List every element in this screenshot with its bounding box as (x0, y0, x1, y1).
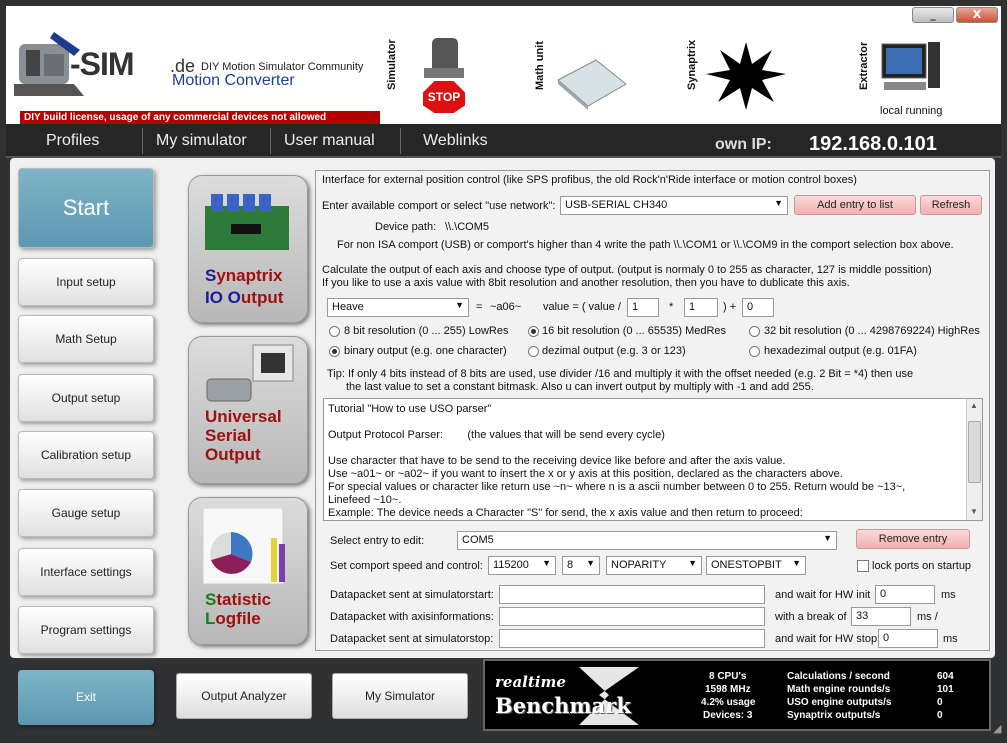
offset-input[interactable]: 0 (742, 298, 774, 317)
resize-grip-icon[interactable]: ◢ (993, 723, 1002, 735)
wait-stop-label: and wait for HW stop (775, 633, 878, 645)
ms-unit-3: ms (943, 633, 958, 645)
bench-mhz: 1598 MHz (705, 684, 751, 695)
nav-separator (400, 128, 401, 154)
dp-stop-input[interactable] (499, 629, 765, 648)
synaptrix-star-icon (706, 42, 786, 110)
lock-ports-label: lock ports on startup (872, 560, 972, 572)
bench-syn-label: Synaptrix outputs/s (787, 710, 881, 721)
benchmark-panel (483, 659, 991, 731)
add-entry-button[interactable]: Add entry to list (794, 195, 916, 215)
own-ip-value: 192.168.0.101 (809, 133, 937, 155)
simulator-stop-icon (414, 34, 474, 114)
bench-math-label: Math engine rounds/s (787, 684, 891, 695)
break-label: with a break of (775, 611, 847, 623)
divider-input[interactable]: 1 (627, 298, 659, 317)
axis-dropdown[interactable]: Heave ▼ (327, 298, 469, 317)
chevron-down-icon: ▼ (586, 558, 595, 568)
dp-start-label: Datapacket sent at simulatorstart: (330, 589, 494, 601)
baud-dropdown[interactable]: 115200 ▼ (488, 556, 556, 575)
tutorial-scrollbar[interactable] (966, 399, 982, 520)
non-isa-note: For non ISA comport (USB) or comport's higher than 4 write the path \\.\COM1 or \\.\COM9 in the comport selection box above. (337, 239, 954, 251)
scroll-down-icon[interactable]: ▼ (970, 507, 978, 516)
math-unit-label: Math unit (534, 41, 546, 90)
dp-axis-label: Datapacket with axisinformations: (330, 611, 494, 623)
parity-dropdown[interactable]: NOPARITY ▼ (606, 556, 702, 575)
synaptrix-io-output-tile[interactable] (188, 175, 308, 323)
multiplier-input[interactable]: 1 (684, 298, 718, 317)
universal-serial-output-tile[interactable] (188, 336, 308, 484)
bench-cpus: 8 CPU's (709, 671, 747, 682)
ms-unit-1: ms (941, 589, 956, 601)
sidebar-item-math-setup[interactable]: Math Setup (18, 315, 154, 363)
calc-note-1: Calculate the output of each axis and choose type of output. (output is normaly 0 to 255 as character, 127 is middle possition) (322, 264, 932, 276)
uso-tile-title-1: Universal (205, 407, 282, 426)
extractor-computer-icon (880, 40, 942, 98)
top-nav (6, 124, 1001, 158)
bench-usage: 4.2% usage (701, 697, 756, 708)
bench-math-value: 101 (937, 684, 954, 695)
out-binary-radio[interactable] (329, 346, 340, 357)
benchmark-title-2: Benchmark (495, 693, 631, 718)
chevron-down-icon: ▼ (455, 300, 464, 310)
databits-dropdown[interactable]: 8 ▼ (562, 556, 600, 575)
out-hex-radio[interactable] (749, 346, 760, 357)
tip-line-1: Tip: If only 4 bits instead of 8 bits are used, use divider /16 and multiply it with the offset needed (e.g. 2 Bit = *4) then use (327, 368, 914, 380)
remove-entry-button[interactable]: Remove entry (856, 529, 970, 549)
panel-intro-text: Interface for external position control (like SPS profibus, the old Rock'n'Ride interface or motion control boxes) (322, 174, 857, 186)
extractor-status: local running (880, 105, 943, 117)
select-entry-dropdown[interactable]: COM5 ▼ (457, 531, 837, 550)
bench-calc-value: 604 (937, 671, 954, 682)
stopbits-dropdown[interactable]: ONESTOPBIT ▼ (706, 556, 806, 575)
sidebar-item-gauge-setup[interactable]: Gauge setup (18, 489, 154, 537)
bench-syn-value: 0 (937, 710, 943, 721)
res-32bit-radio[interactable] (749, 326, 760, 337)
logo-community: DIY Motion Simulator Community (201, 61, 364, 73)
out-hex-label: hexadezimal output (e.g. 01FA) (764, 345, 917, 357)
dp-start-input[interactable] (499, 585, 765, 604)
out-dezimal-radio[interactable] (528, 346, 539, 357)
calc-note-2: If you like to use a axis value with 8bit resolution and another resolution, then you have to dublicate this axis. (322, 277, 850, 289)
app-header (6, 6, 1001, 124)
lock-ports-checkbox[interactable] (857, 560, 869, 572)
statistic-logfile-tile[interactable] (188, 497, 308, 645)
bench-calc-label: Calculations / second (787, 671, 890, 682)
bench-uso-value: 0 (937, 697, 943, 708)
synaptrix-label: Synaptrix (686, 39, 698, 90)
nav-my-simulator[interactable]: My simulator (156, 132, 247, 149)
wait-init-input[interactable]: 0 (875, 585, 935, 604)
res-8bit-radio[interactable] (329, 326, 340, 337)
dp-stop-label: Datapacket sent at simulatorstop: (330, 633, 494, 645)
sidebar-item-output-setup[interactable]: Output setup (18, 374, 154, 422)
chevron-down-icon: ▼ (792, 558, 801, 568)
license-banner: DIY build license, usage of any commercial devices not allowed (20, 111, 380, 125)
chevron-down-icon: ▼ (774, 198, 783, 208)
out-dezimal-label: dezimal output (e.g. 3 or 123) (542, 345, 686, 357)
scrollbar-thumb[interactable] (968, 421, 981, 483)
multiply-sign: * (669, 301, 674, 313)
nav-user-manual[interactable]: User manual (284, 132, 375, 149)
sidebar-item-input-setup[interactable]: Input setup (18, 258, 154, 306)
uso-tile-title-2: Serial (205, 426, 252, 445)
device-path-value: \\.\COM5 (445, 221, 490, 233)
speed-label: Set comport speed and control: (330, 560, 483, 572)
out-binary-label: binary output (e.g. one character) (344, 345, 507, 357)
output-analyzer-button[interactable]: Output Analyzer (176, 673, 312, 719)
logfile-tile-title: Logfile (205, 609, 261, 628)
nav-weblinks[interactable]: Weblinks (423, 132, 488, 149)
equals-sign: = (476, 301, 483, 313)
my-simulator-button[interactable]: My Simulator (332, 673, 468, 719)
scroll-up-icon[interactable]: ▲ (970, 401, 978, 410)
chevron-down-icon: ▼ (688, 558, 697, 568)
res-16bit-label: 16 bit resolution (0 ... 65535) MedRes (542, 325, 727, 337)
close-button[interactable]: X (956, 7, 998, 23)
ms-unit-2: ms / (917, 611, 938, 623)
refresh-button[interactable]: Refresh (920, 195, 982, 215)
nav-separator (270, 128, 271, 154)
formula-label: value = ( value / (543, 301, 621, 313)
io-output-tile-title: IO Output (205, 288, 284, 307)
sidebar-item-interface-settings[interactable]: Interface settings (18, 548, 154, 596)
axis-code: ~a06~ (490, 301, 522, 313)
tip-line-2: the last value to set a constant bitmask. Also u can invert output by multiply with -1 and add 255. (346, 381, 814, 393)
statistic-chart-icon (203, 508, 295, 588)
nav-profiles[interactable]: Profiles (46, 132, 100, 149)
logo-converter: Motion Converter (172, 72, 295, 89)
nav-separator (142, 128, 143, 154)
tutorial-textarea[interactable] (323, 398, 983, 521)
comport-label: Enter available comport or select "use network": (322, 200, 556, 212)
extractor-label: Extractor (858, 41, 870, 90)
sidebar-item-program-settings[interactable]: Program settings (18, 606, 154, 654)
exit-button[interactable]: Exit (18, 670, 154, 725)
plus-sign: ) + (723, 301, 737, 313)
simulator-label: Simulator (386, 39, 398, 90)
stop-sign-text: STOP (427, 90, 461, 104)
select-entry-label: Select entry to edit: (330, 535, 425, 547)
synaptrix-tile-title: Synaptrix (205, 266, 283, 285)
logo-main: -SIM (70, 46, 134, 82)
statistic-tile-title: Statistic (205, 590, 272, 609)
break-input[interactable]: 33 (851, 607, 911, 626)
benchmark-title-1: realtime (495, 673, 566, 691)
sidebar-item-calibration-setup[interactable]: Calibration setup (18, 431, 154, 479)
uso-tile-title-3: Output (205, 445, 261, 464)
res-32bit-label: 32 bit resolution (0 ... 4298769224) HighRes (764, 325, 980, 337)
res-16bit-radio[interactable] (528, 326, 539, 337)
logo-domain: .de (170, 56, 196, 76)
minimize-button[interactable]: _ (912, 7, 954, 23)
own-ip-label: own IP: (715, 136, 772, 153)
wait-stop-input[interactable]: 0 (878, 629, 938, 648)
dp-axis-input[interactable] (499, 607, 765, 626)
device-path-label: Device path: (375, 221, 437, 233)
chevron-down-icon: ▼ (823, 533, 832, 543)
bench-devices: Devices: 3 (703, 710, 753, 721)
sidebar-item-start[interactable]: Start (18, 168, 154, 248)
res-8bit-label: 8 bit resolution (0 ... 255) LowRes (344, 325, 509, 337)
comport-dropdown[interactable]: USB-SERIAL CH340 ▼ (560, 196, 788, 215)
chevron-down-icon: ▼ (542, 558, 551, 568)
io-board-icon (201, 186, 297, 256)
bench-uso-label: USO engine outputs/s (787, 697, 892, 708)
serial-port-icon (203, 343, 297, 405)
math-unit-chip-icon (556, 58, 628, 110)
wait-init-label: and wait for HW init (775, 589, 871, 601)
tutorial-text: Tutorial "How to use USO parser" Output Protocol Parser: (the values that will be send every cycle) Use character that have to be send to the receiving device like before and after the axis value. Use ~a01~ or ~a02~ if you want to insert the x or y axis at this position, declared as the characters above. For special values or character like return use ~n~ where n is a ascii number between 0 to 255. Return would be ~13~, Linefeed ~10~. Example: The device needs a Character "S" for send, the x axis value and then return to proceed: (328, 403, 906, 519)
